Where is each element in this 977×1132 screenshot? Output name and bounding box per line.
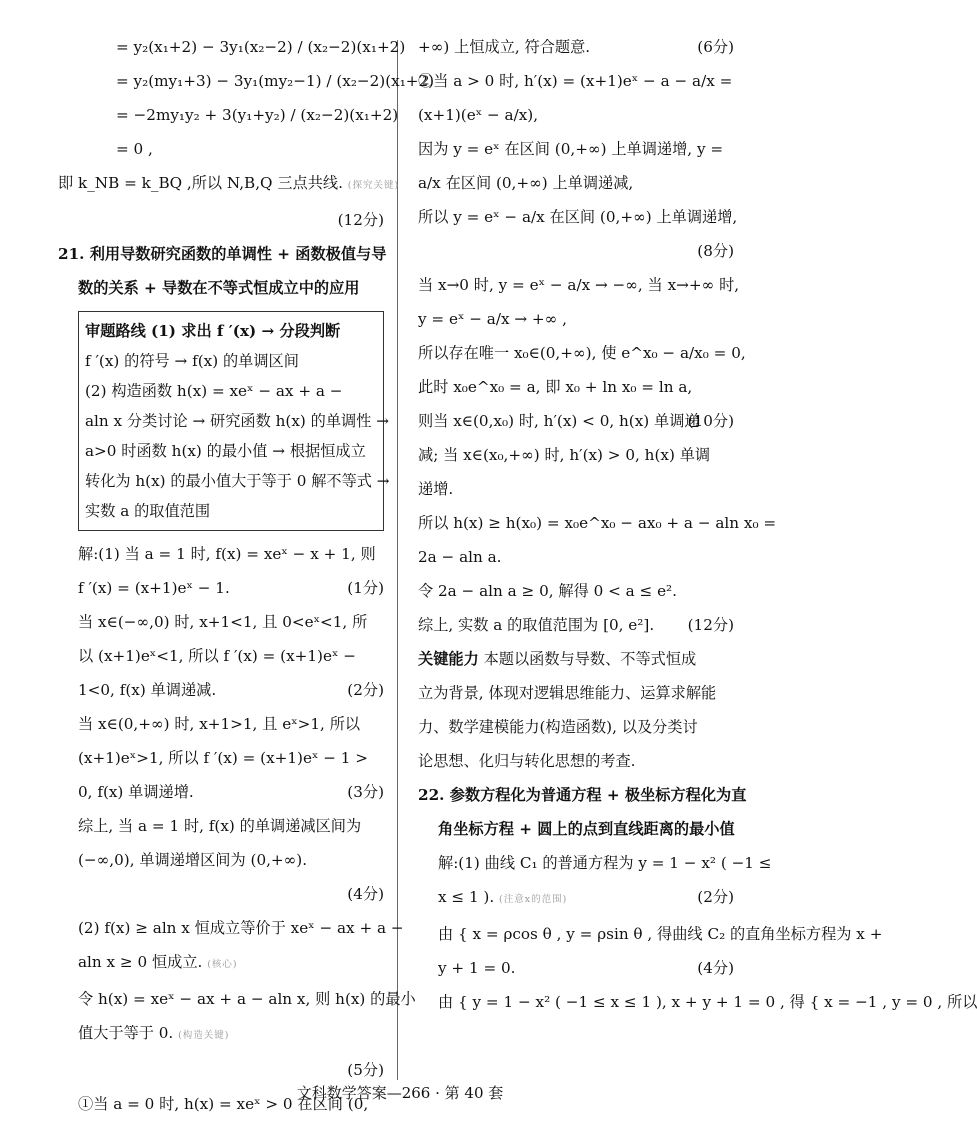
text-line [58,945,384,982]
route-line: 实数 a 的取值范围 [85,502,211,520]
key-ability-text: 本题以函数与导数、不等式恒成 [483,650,697,668]
margin-note: (探究关键) [347,180,400,191]
score-label: (2分) [697,888,734,906]
text-line: (x+1)(eˣ − a/x), [418,106,539,124]
text-line: 由 { x = ρcos θ , y = ρsin θ , 得曲线 C₂ 的直角坐标方程为 x + [438,925,883,943]
equation-text: 此时 x₀e^x₀ = a, 即 x₀ + ln x₀ = ln a, [418,378,693,396]
score-label: (4分) [697,959,734,977]
text-line [418,608,734,642]
margin-note: (核心) [207,959,238,970]
text-line: 所以存在唯一 x₀∈(0,+∞), 使 e^x₀ − a/x₀ = 0, [418,344,746,362]
text-line: 当 x∈(0,+∞) 时, x+1>1, 且 eˣ>1, 所以 [78,715,361,733]
text-line [418,880,734,917]
equation-text: 值大于等于 0. [78,1024,174,1042]
equation-line: = −2my₁y₂ + 3(y₁+y₂) / (x₂−2)(x₁+2) [116,106,399,124]
text-line: 所以 y = eˣ − a/x 在区间 (0,+∞) 上单调递增, [418,208,738,226]
text-line: 力、数学建模能力(构造函数), 以及分类讨 [418,718,698,736]
text-line: ①当 a = 0 时, h(x) = xeˣ > 0 在区间 (0, [78,1095,369,1113]
equation-line: = y₂(x₁+2) − 3y₁(x₂−2) / (x₂−2)(x₁+2) [116,38,406,56]
text-line: (x+1)eˣ>1, 所以 f ′(x) = (x+1)eˣ − 1 > [78,749,368,767]
equation-line: = 0 , [116,140,153,158]
route-line: a>0 时函数 h(x) 的最小值 → 根据恒成立 [85,442,366,460]
question-heading: 22. 参数方程化为普通方程 + 极坐标方程化为直 [418,786,747,804]
text-line: (−∞,0), 单调递增区间为 (0,+∞). [78,851,308,869]
score-label: (10分) [687,412,734,430]
score-label: (3分) [347,783,384,801]
text-line [58,673,384,707]
text-line: 2a − aln a. [418,548,502,566]
route-line [85,316,377,346]
text-line: 当 x∈(−∞,0) 时, x+1<1, 且 0<eˣ<1, 所 [78,613,368,631]
solution-route-box [78,311,390,531]
conclusion-text: 即 k_NB = k_BQ ,所以 N,B,Q 三点共线. [58,174,343,192]
question-heading-cont: 数的关系 + 导数在不等式恒成立中的应用 [78,279,360,297]
score-label: (6分) [697,38,734,56]
equation-text: 1<0, f(x) 单调递减. [78,681,217,699]
text-line [58,571,384,605]
text-line [58,775,384,809]
question-heading-cont: 角坐标方程 + 圆上的点到直线距离的最小值 [438,820,735,838]
route-line: aln x 分类讨论 → 研究函数 h(x) 的单调性 → [85,412,389,430]
score-label: (4分) [347,885,384,903]
page-footer: 文科数学答案—266 · 第 40 套 [296,1084,504,1102]
margin-note: (构造关键) [178,1030,230,1041]
score-label: (12分) [687,616,734,634]
text-line: 所以 h(x) ≥ h(x₀) = x₀e^x₀ − ax₀ + a − aln x₀ = [418,514,777,532]
equation-text: y + 1 = 0. [438,959,516,977]
text-line: 令 2a − aln a ≥ 0, 解得 0 < a ≤ e². [418,582,677,600]
text-line: 减; 当 x∈(x₀,+∞) 时, h′(x) > 0, h(x) 单调 [418,446,711,464]
question-heading: 21. 利用导数研究函数的单调性 + 函数极值与导 [58,245,387,263]
equation-text: aln x ≥ 0 恒成立. [78,953,203,971]
equation-text: 0, f(x) 单调递增. [78,783,194,801]
route-line: f ′(x) 的符号 → f(x) 的单调区间 [85,352,299,370]
score-label: (5分) [347,1061,384,1079]
text-line [58,1016,384,1053]
text-line: a/x 在区间 (0,+∞) 上单调递减, [418,174,634,192]
route-line: 转化为 h(x) 的最小值大于等于 0 解不等式 → [85,472,390,490]
text-line: 则当 x∈(0,x₀) 时, h′(x) < 0, h(x) 单调递 [418,412,700,430]
text-line: (2) f(x) ≥ aln x 恒成立等价于 xeˣ − ax + a − [78,919,404,937]
key-ability-line [418,642,734,676]
text-line [418,951,734,985]
score-label: (2分) [347,681,384,699]
text-line [58,166,400,203]
equation-text: x ≤ 1 ). [438,888,495,906]
text-line: 论思想、化归与转化思想的考查. [418,752,636,770]
equation-text: f ′(x) = (x+1)eˣ − 1. [78,579,230,597]
text-line: y = eˣ − a/x → +∞ , [418,310,567,328]
text-line: 解:(1) 当 a = 1 时, f(x) = xeˣ − x + 1, 则 [78,545,376,563]
text-line [418,30,734,64]
key-ability-label: 关键能力 [418,650,479,668]
score-label: (12分) [337,211,384,229]
route-line: (2) 构造函数 h(x) = xeˣ − ax + a − [85,382,343,400]
score-label: (1分) [347,579,384,597]
text-line: 综上, 当 a = 1 时, f(x) 的单调递减区间为 [78,817,362,835]
equation-line: = y₂(my₁+3) − 3y₁(my₂−1) / (x₂−2)(x₁+2) [116,72,435,90]
text-line: 令 h(x) = xeˣ − ax + a − aln x, 则 h(x) 的最小 [78,990,416,1008]
text-line: 递增. [418,480,454,498]
text-line: ②当 a > 0 时, h′(x) = (x+1)eˣ − a − a/x = [418,72,733,90]
score-label: (8分) [697,242,734,260]
text-line: 当 x→0 时, y = eˣ − a/x → −∞, 当 x→+∞ 时, [418,276,740,294]
equation-text: 综上, 实数 a 的取值范围为 [0, e²]. [418,616,655,634]
text-line: 由 { y = 1 − x² ( −1 ≤ x ≤ 1 ), x + y + 1 = 0 , 得 { x = −1 , y = 0 , 所以 [438,993,977,1011]
text-line: 解:(1) 曲线 C₁ 的普通方程为 y = 1 − x² ( −1 ≤ [438,854,772,872]
text-line: 立为背景, 体现对逻辑思维能力、运算求解能 [418,684,717,702]
text-line: 因为 y = eˣ 在区间 (0,+∞) 上单调递增, y = [418,140,724,158]
equation-text: +∞) 上恒成立, 符合题意. [418,38,591,56]
route-title: 审题路线 (1) 求出 f ′(x) → 分段判断 [85,322,341,340]
right-column [418,30,977,1019]
text-line: 以 (x+1)eˣ<1, 所以 f ′(x) = (x+1)eˣ − [78,647,356,665]
margin-note: (注意x的范围) [499,894,568,905]
